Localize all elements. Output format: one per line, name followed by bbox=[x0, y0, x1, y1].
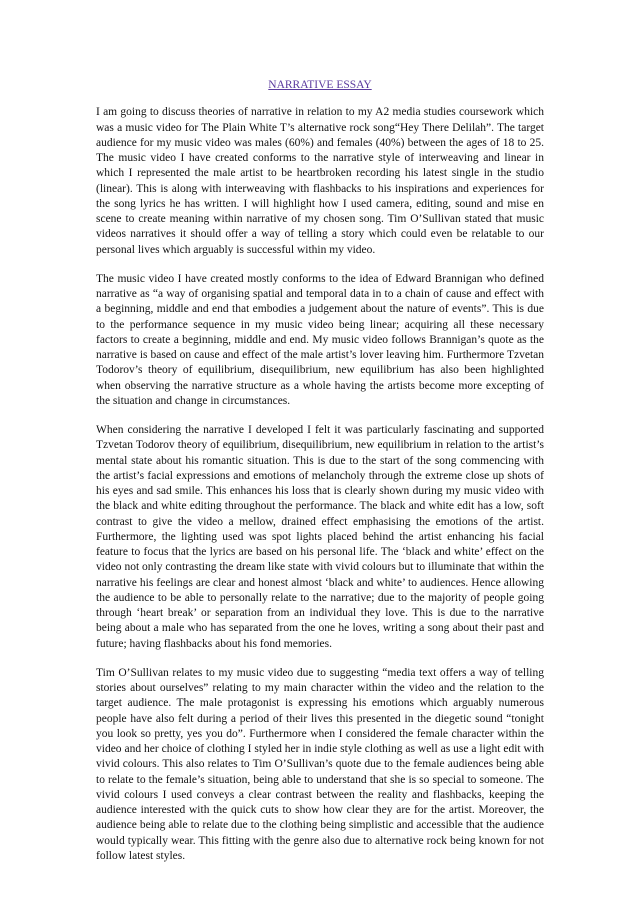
paragraph-todorov: When considering the narrative I developed I felt it was particularly fascinating and supported Tzvetan Todorov theory of equilibrium, disequilibrium, new equilibrium in relation to the artist’s mental state about his romantic situation. This is due to the start of the song commencing with the artist’s facial expressions and emotions of melancholy through the extreme close up shots of his eyes and sad smile. This enhances his loss that is clearly shown during my music video with the black and white editing throughout the performance. The black and white edit has a low, soft contrast to give the video a mellow, drained effect emphasising the emotions of the artist. Furthermore, the lighting used was spot lights placed behind the artist enhancing his facial feature to focus that the lyrics are based on his personal life. The ‘black and white’ effect on the video not only contrasting the dream like state with vivid colours but to illuminate that within the narrative his feelings are clear and honest almost ‘black and white’ to audiences. Hence allowing the audience to be able to personally relate to the narrative; due to the majority of people going through ‘heart break’ or separation from an individual they love. This is due to the narrative being about a male who has separated from the one he loves, writing a song about their past and future; having flashbacks about his fond memories. bbox=[96, 424, 544, 650]
paragraph-osullivan: Tim O’Sullivan relates to my music video due to suggesting “media text offers a way of telling stories about ourselves” relating to my main character within the video and the relation to the target audience. The male protagonist is expressing his emotions which arguably numerous people have also felt during a period of their lives this presented in the diegetic sound “tonight you look so pretty, yes you do”. Furthermore when I considered the female character within the video and her choice of clothing I styled her in indie style clothing as well as use a light edit with vivid colours. This also relates to Tim O’Sullivan’s quote due to the female audiences being able to relate to the female’s situation, being able to understand that she is so special to someone. The vivid colours I used conveys a clear contrast between the reality and flashbacks, keeping the audience interested with the quick cuts to show how clear they are for the artist. Moreover, the audience being able to relate due to the clothing being simplistic and accessible that the audience would typically wear. This fitting with the genre also due to alternative rock being known for not follow latest styles. bbox=[96, 666, 544, 862]
document-title: NARRATIVE ESSAY bbox=[268, 79, 372, 91]
paragraph-brannigan: The music video I have created mostly conforms to the idea of Edward Brannigan who defined narrative as “a way of organising spatial and temporal data in to a chain of cause and effect with a beginning, middle and end that embodies a judgement about the nature of events”. This is due to the performance sequence in my music video being linear; acquiring all these necessary factors to create a beginning, middle and end. My music video follows Brannigan’s quote as the narrative is based on cause and effect of the male artist’s lover leaving him. Furthermore Tzvetan Todorov’s theory of equilibrium, disequilibrium, new equilibrium has also been highlighted when observing the narrative structure as a whole having the artists become more excepting of the situation and change in circumstances. bbox=[96, 272, 544, 407]
document-page bbox=[96, 78, 544, 878]
paragraph-intro: I am going to discuss theories of narrative in relation to my A2 media studies coursework which was a music video for The Plain White T’s alternative rock song“Hey There Delilah”. The target audience for my music video was males (60%) and females (40%) between the ages of 18 to 25. The music video I have created conforms to the narrative style of interweaving and linear in which I represented the male artist to be heartbroken recording his latest single in the studio (linear). This is along with interweaving with flashbacks to his inspirations and experiences for the song lyrics he has written. I will highlight how I used camera, editing, sound and mise en scene to create meaning within narrative of my chosen song. Tim O’Sullivan stated that music videos narratives it should offer a way of telling a story which could even be relatable to our personal lives which arguably is successful within my video. bbox=[96, 106, 544, 256]
